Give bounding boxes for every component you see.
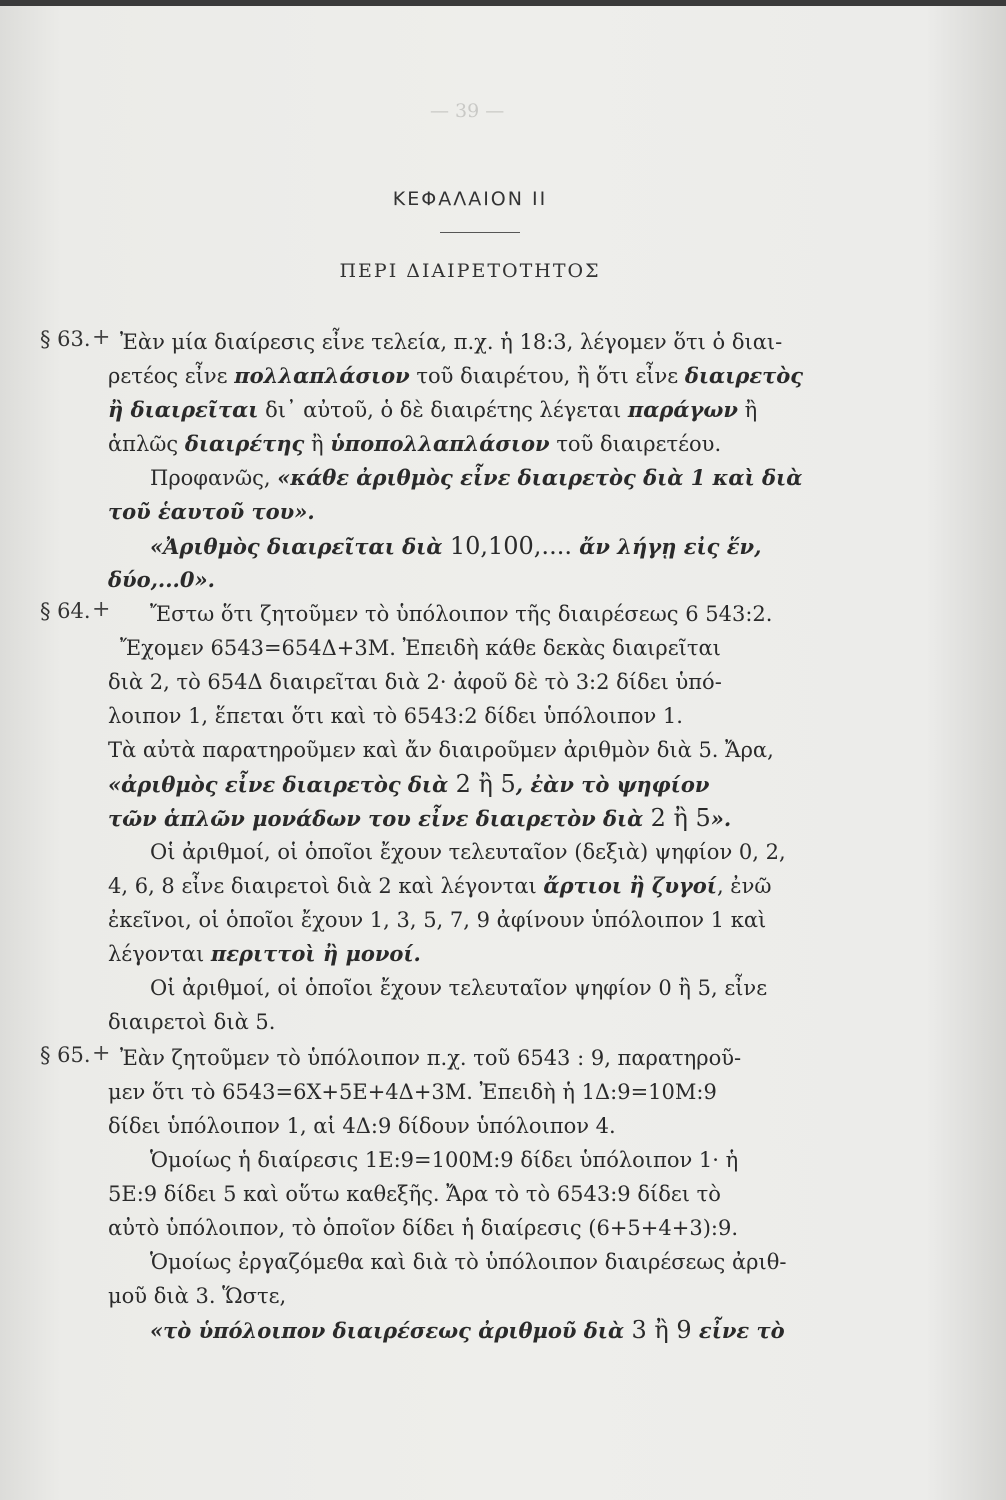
text-line: Ἐὰν μία διαίρεσις εἶνε τελεία, π.χ. ἡ 18:3, λέγομεν ὅτι ὁ διαι- bbox=[120, 330, 783, 354]
text-line: ἁπλῶς διαιρέτης ἢ ὑποπολλαπλάσιον τοῦ διαιρετέου. bbox=[108, 431, 722, 456]
text-line: ρετέος εἶνε πολλαπλάσιον τοῦ διαιρέτου, ἢ ὅτι εἶνε διαιρετὸς bbox=[108, 363, 804, 388]
text-line: Ἐὰν ζητοῦμεν τὸ ὑπόλοιπον π.χ. τοῦ 6543 : 9, παρατηροῦ- bbox=[120, 1046, 742, 1070]
margin-mark-65: + bbox=[92, 1041, 111, 1066]
text-line: Προφανῶς, «κάθε ἀριθμὸς εἶνε διαιρετὸς διὰ 1 καὶ διὰ bbox=[150, 465, 803, 490]
heading-rule bbox=[440, 232, 520, 233]
text-line: Οἱ ἀριθμοί, οἱ ὁποῖοι ἔχουν τελευταῖον ψηφίον 0 ἢ 5, εἶνε bbox=[150, 976, 768, 1000]
chapter-heading: ΚΕΦΑΛΑΙΟΝ II bbox=[392, 188, 548, 210]
text-line: ἐκεῖνοι, οἱ ὁποῖοι ἔχουν 1, 3, 5, 7, 9 ἀφίνουν ὑπόλοιπον 1 καὶ bbox=[108, 908, 767, 932]
margin-mark-63: + bbox=[92, 325, 111, 350]
text-line: Τὰ αὐτὰ παρατηροῦμεν καὶ ἄν διαιροῦμεν ἀριθμὸν διὰ 5. Ἄρα, bbox=[108, 738, 774, 762]
text-line: ἢ διαιρεῖται δι᾽ αὐτοῦ, ὁ δὲ διαιρέτης λέγεται παράγων ἢ bbox=[108, 397, 758, 422]
text-line: Ὁμοίως ἡ διαίρεσις 1Ε:9=100Μ:9 δίδει ὑπόλοιπον 1· ἡ bbox=[150, 1148, 739, 1172]
text-line: «Ἀριθμὸς διαιρεῖται διὰ 10,100,.... ἄν λήγῃ εἰς ἕν, bbox=[150, 532, 762, 560]
text-line: διαιρετοὶ διὰ 5. bbox=[108, 1010, 276, 1034]
text-line: 5Ε:9 δίδει 5 καὶ οὕτω καθεξῆς. Ἄρα τὸ τὸ 6543:9 δίδει τὸ bbox=[108, 1182, 721, 1206]
text-line: λέγονται περιττοὶ ἢ μονοί. bbox=[108, 941, 421, 966]
text-line: Οἱ ἀριθμοί, οἱ ὁποῖοι ἔχουν τελευταῖον (δεξιὰ) ψηφίον 0, 2, bbox=[150, 840, 786, 864]
section-number-65: § 65. bbox=[40, 1043, 91, 1067]
text-line: Ὁμοίως ἐργαζόμεθα καὶ διὰ τὸ ὑπόλοιπον διαιρέσεως ἀριθ- bbox=[150, 1250, 787, 1274]
text-line: δίδει ὑπόλοιπον 1, αἱ 4Δ:9 δίδουν ὑπόλοιπον 4. bbox=[108, 1114, 616, 1138]
section-title: ΠΕΡΙ ΔΙΑΙΡΕΤΟΤΗΤΟΣ bbox=[339, 260, 601, 282]
text-line: λοιπον 1, ἕπεται ὅτι καὶ τὸ 6543:2 δίδει ὑπόλοιπον 1. bbox=[108, 704, 683, 728]
text-line: «τὸ ὑπόλοιπον διαιρέσεως ἀριθμοῦ διὰ 3 ἢ 9 εἶνε τὸ bbox=[150, 1316, 785, 1344]
text-line: διὰ 2, τὸ 654Δ διαιρεῖται διὰ 2· ἀφοῦ δὲ τὸ 3:2 δίδει ὑπό- bbox=[108, 670, 722, 694]
section-number-63: § 63. bbox=[40, 327, 91, 351]
text-line: «ἀριθμὸς εἶνε διαιρετὸς διὰ 2 ἢ 5, ἐὰν τὸ ψηφίον bbox=[108, 770, 710, 798]
text-line: αὐτὸ ὑπόλοιπον, τὸ ὁποῖον δίδει ἡ διαίρεσις (6+5+4+3):9. bbox=[108, 1216, 738, 1240]
text-line: δύο,...0». bbox=[108, 567, 215, 592]
bleed-through-page-number: — 39 — bbox=[430, 100, 505, 122]
text-line: τοῦ ἑαυτοῦ του». bbox=[108, 499, 315, 524]
section-number-64: § 64. bbox=[40, 599, 91, 623]
text-line: τῶν ἁπλῶν μονάδων του εἶνε διαιρετὸν διὰ 2 ἢ 5». bbox=[108, 804, 732, 832]
top-edge bbox=[0, 0, 1006, 6]
text-line: μοῦ διὰ 3. Ὥστε, bbox=[108, 1284, 287, 1308]
text-line: Ἔχομεν 6543=654Δ+3Μ. Ἐπειδὴ κάθε δεκὰς διαιρεῖται bbox=[120, 636, 721, 660]
text-line: Ἔστω ὅτι ζητοῦμεν τὸ ὑπόλοιπον τῆς διαιρέσεως 6 543:2. bbox=[150, 602, 773, 626]
text-line: 4, 6, 8 εἶνε διαιρετοὶ διὰ 2 καὶ λέγονται ἄρτιοι ἢ ζυγοί, ἐνῶ bbox=[108, 873, 772, 898]
margin-mark-64: + bbox=[92, 597, 111, 622]
text-line: μεν ὅτι τὸ 6543=6Χ+5Ε+4Δ+3Μ. Ἐπειδὴ ἡ 1Δ:9=10Μ:9 bbox=[108, 1080, 717, 1104]
